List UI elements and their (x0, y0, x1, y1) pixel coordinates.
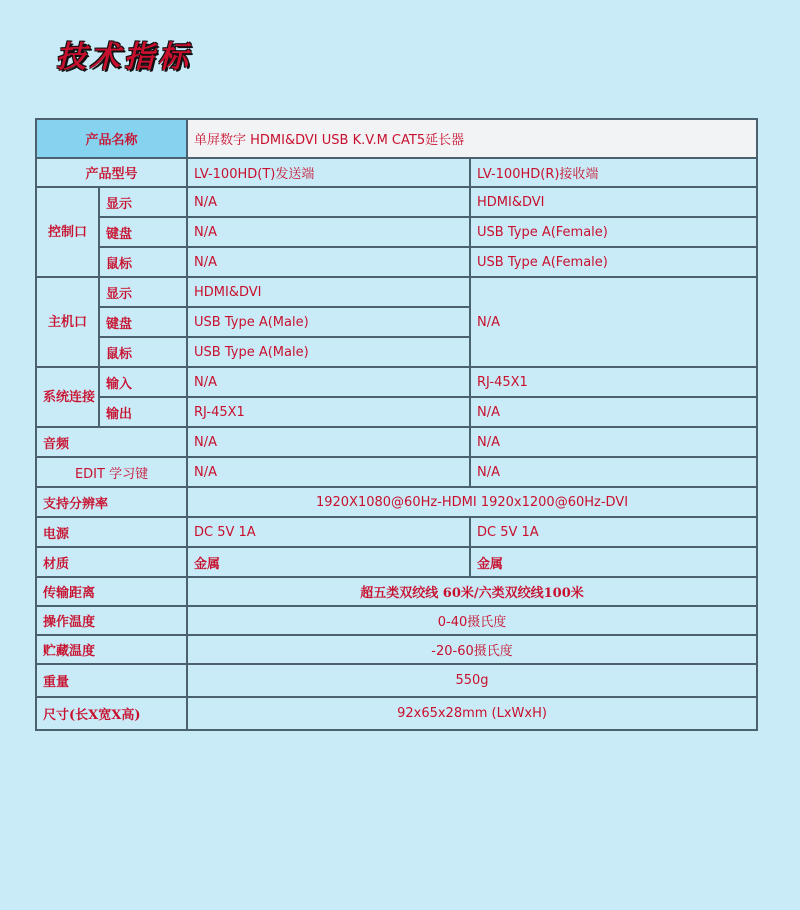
system-link-row (36, 367, 757, 397)
control-mouse-tx: N/A (187, 247, 470, 277)
edit-key-label: EDIT 学习键 (36, 457, 187, 487)
weight-label: 重量 (36, 664, 187, 697)
size-label: 尺寸(长X宽X高) (36, 697, 187, 730)
system-output-label: 输出 (99, 397, 187, 427)
audio-rx: N/A (470, 427, 757, 457)
power-tx: DC 5V 1A (187, 517, 470, 547)
system-input-tx: N/A (187, 367, 470, 397)
control-keyboard-rx: USB Type A(Female) (470, 217, 757, 247)
distance-row (36, 577, 757, 606)
edit-key-rx: N/A (470, 457, 757, 487)
resolution-row (36, 487, 757, 517)
host-port-row (36, 277, 757, 307)
system-link-label: 系统连接 (36, 367, 99, 427)
host-keyboard-tx: USB Type A(Male) (187, 307, 470, 337)
product-name-value: 单屏数字 HDMI&DVI USB K.V.M CAT5延长器 (187, 119, 757, 158)
material-tx: 金属 (187, 547, 470, 577)
storage-temp-value: -20-60摄氏度 (187, 635, 757, 664)
system-output-rx: N/A (470, 397, 757, 427)
size-row (36, 697, 757, 730)
resolution-label: 支持分辨率 (36, 487, 187, 517)
material-rx: 金属 (470, 547, 757, 577)
edit-key-tx: N/A (187, 457, 470, 487)
material-row (36, 547, 757, 577)
power-label: 电源 (36, 517, 187, 547)
spec-table (35, 118, 758, 731)
host-mouse-tx: USB Type A(Male) (187, 337, 470, 367)
storage-temp-label: 贮藏温度 (36, 635, 187, 664)
control-display-label: 显示 (99, 187, 187, 217)
control-mouse-label: 鼠标 (99, 247, 187, 277)
power-row (36, 517, 757, 547)
product-name-row (36, 119, 757, 158)
control-port-row (36, 217, 757, 247)
distance-value: 超五类双绞线 60米/六类双绞线100米 (187, 577, 757, 606)
control-port-row (36, 187, 757, 217)
host-port-rx: N/A (470, 277, 757, 367)
system-input-label: 输入 (99, 367, 187, 397)
model-rx: LV-100HD(R)接收端 (470, 158, 757, 187)
audio-label: 音频 (36, 427, 187, 457)
edit-key-row (36, 457, 757, 487)
control-mouse-rx: USB Type A(Female) (470, 247, 757, 277)
host-mouse-label: 鼠标 (99, 337, 187, 367)
weight-row (36, 664, 757, 697)
op-temp-label: 操作温度 (36, 606, 187, 635)
system-output-tx: RJ-45X1 (187, 397, 470, 427)
control-port-row (36, 247, 757, 277)
model-label: 产品型号 (36, 158, 187, 187)
product-name-label: 产品名称 (36, 119, 187, 158)
control-keyboard-tx: N/A (187, 217, 470, 247)
audio-tx: N/A (187, 427, 470, 457)
resolution-value: 1920X1080@60Hz-HDMI 1920x1200@60Hz-DVI (187, 487, 757, 517)
system-input-rx: RJ-45X1 (470, 367, 757, 397)
power-rx: DC 5V 1A (470, 517, 757, 547)
weight-value: 550g (187, 664, 757, 697)
op-temp-row (36, 606, 757, 635)
storage-temp-row (36, 635, 757, 664)
host-display-tx: HDMI&DVI (187, 277, 470, 307)
material-label: 材质 (36, 547, 187, 577)
control-display-tx: N/A (187, 187, 470, 217)
audio-row (36, 427, 757, 457)
host-display-label: 显示 (99, 277, 187, 307)
size-value: 92x65x28mm (LxWxH) (187, 697, 757, 730)
host-keyboard-label: 键盘 (99, 307, 187, 337)
control-keyboard-label: 键盘 (99, 217, 187, 247)
distance-label: 传输距离 (36, 577, 187, 606)
control-port-label: 控制口 (36, 187, 99, 277)
host-port-label: 主机口 (36, 277, 99, 367)
control-display-rx: HDMI&DVI (470, 187, 757, 217)
system-link-row (36, 397, 757, 427)
op-temp-value: 0-40摄氏度 (187, 606, 757, 635)
model-tx: LV-100HD(T)发送端 (187, 158, 470, 187)
page-title: 技术指标 (56, 40, 192, 75)
model-row (36, 158, 757, 187)
